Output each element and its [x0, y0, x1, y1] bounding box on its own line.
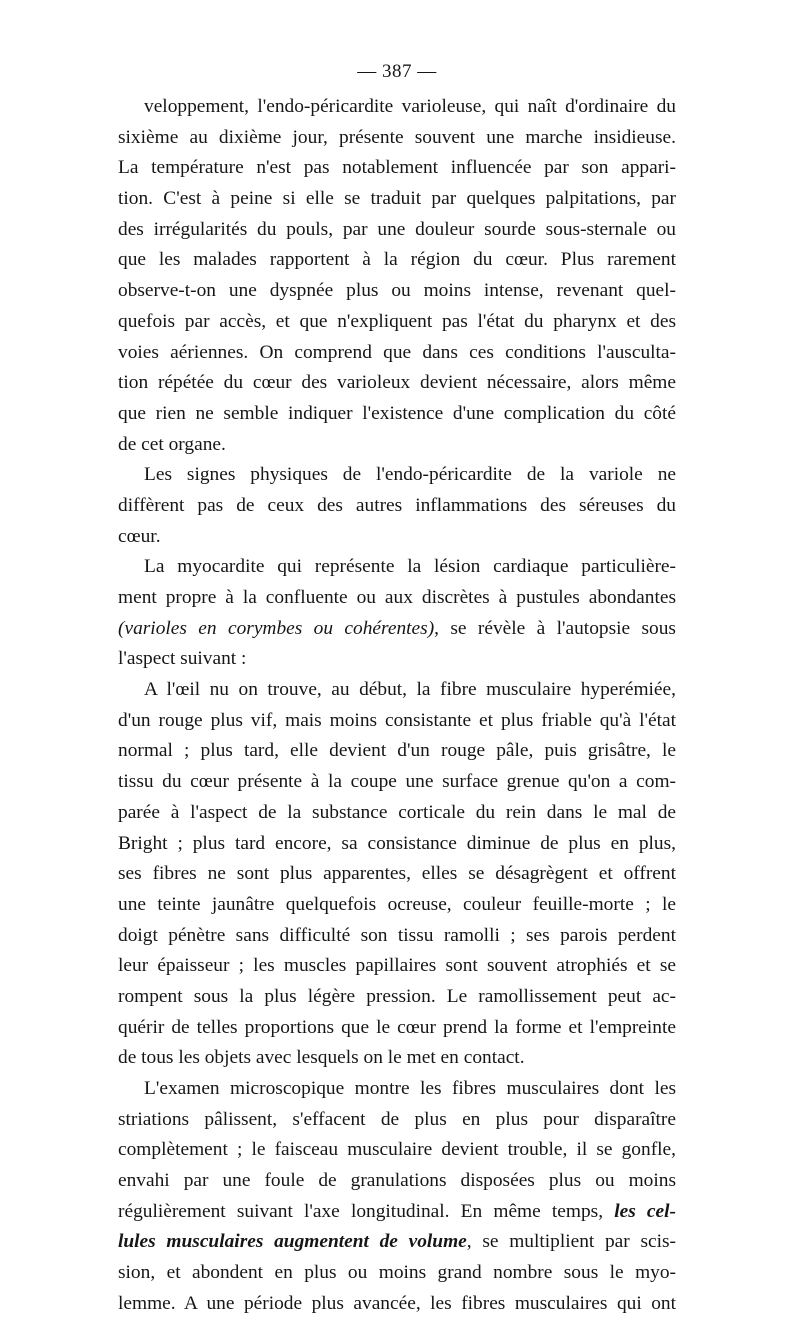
text-line: une teinte jaunâtre quelquefois ocreuse, couleur feuille-morte ; le [118, 893, 676, 915]
text-line: rompent sous la plus légère pression. Le ramollissement peut ac- [118, 985, 676, 1007]
text-line: observe-t-on une dyspnée plus ou moins intense, revenant quel- [118, 280, 676, 302]
text-line: voies aériennes. On comprend que dans ces conditions l'ausculta- [118, 341, 676, 363]
text-line: tion. C'est à peine si elle se traduit par quelques palpitations, par [118, 188, 676, 210]
text-line: quefois par accès, et que n'expliquent pas l'état du pharynx et des [118, 310, 676, 332]
text-line: La température n'est pas notablement influencée par son appari- [118, 157, 676, 179]
text-line: striations pâlissent, s'effacent de plus en plus pour disparaître [118, 1108, 676, 1130]
text-body [118, 92, 676, 1320]
line-text: régulièrement suivant l'axe longitudinal. En même temps, [118, 1200, 615, 1222]
text-line: lemme. A une période plus avancée, les fibres musculaires qui ont [118, 1292, 676, 1314]
text-line: complètement ; le faisceau musculaire devient trouble, il se gonfle, [118, 1139, 676, 1161]
text-line: sixième au dixième jour, présente souvent une marche insidieuse. [118, 126, 676, 148]
text-line: d'un rouge plus vif, mais moins consistante et plus friable qu'à l'état [118, 709, 676, 731]
text-line: veloppement, l'endo-péricardite varioleuse, qui naît d'ordinaire du [144, 96, 676, 117]
text-line: parée à l'aspect de la substance corticale du rein dans le mal de [118, 801, 676, 823]
line-text: , se révèle à l'autopsie sous [434, 617, 676, 639]
text-line [118, 1197, 676, 1228]
text-line: normal ; plus tard, elle devient d'un rouge pâle, puis grisâtre, le [118, 740, 676, 762]
text-line: sion, et abondent en plus ou moins grand nombre sous le myo- [118, 1262, 676, 1284]
text-line: A l'œil nu on trouve, au début, la fibre musculaire hyperémiée, [144, 679, 676, 701]
text-line: quérir de telles proportions que le cœur prend la forme et l'empreinte [118, 1016, 676, 1038]
paragraph [118, 675, 676, 1074]
text-line: leur épaisseur ; les muscles papillaires sont souvent atrophiés et se [118, 955, 676, 977]
text-line: l'aspect suivant : [118, 648, 247, 670]
text-line: La myocardite qui représente la lésion cardiaque particulière- [144, 556, 676, 578]
text-line: que rien ne semble indiquer l'existence d'une complication du côté [118, 402, 676, 424]
text-line: de cet organe. [118, 433, 226, 455]
paragraph [118, 460, 676, 552]
text-line: cœur. [118, 525, 161, 547]
book-page [118, 52, 676, 1320]
text-line: des irrégularités du pouls, par une douleur sourde sous-sternale ou [118, 218, 676, 240]
text-line [118, 1227, 676, 1258]
italic-phrase: lules musculaires augmentent de volume [118, 1231, 467, 1253]
text-line: tissu du cœur présente à la coupe une surface grenue qu'on a com- [118, 771, 676, 793]
text-line: Bright ; plus tard encore, sa consistance diminue de plus en plus, [118, 832, 676, 854]
paragraph [118, 552, 676, 675]
italic-phrase: les cel- [614, 1200, 676, 1222]
paragraph [118, 1074, 676, 1320]
text-line: de tous les objets avec lesquels on le met en contact. [118, 1047, 525, 1069]
text-line [118, 614, 676, 645]
text-line: envahi par une foule de granulations disposées plus ou moins [118, 1170, 676, 1192]
text-line: diffèrent pas de ceux des autres inflammations des séreuses du [118, 494, 676, 516]
text-line: que les malades rapportent à la région du cœur. Plus rarement [118, 249, 676, 271]
text-line: ses fibres ne sont plus apparentes, elles se désagrègent et offrent [118, 863, 676, 885]
paragraph [118, 92, 676, 460]
page-number: — 387 — [357, 61, 437, 82]
text-line: ment propre à la confluente ou aux discrètes à pustules abondantes [118, 587, 676, 608]
text-line: tion répétée du cœur des varioleux devient nécessaire, alors même [118, 372, 676, 394]
italic-phrase: (varioles en corymbes ou cohérentes) [118, 617, 435, 639]
text-line: doigt pénètre sans difficulté son tissu ramolli ; ses parois perdent [118, 924, 676, 946]
text-line: L'examen microscopique montre les fibres musculaires dont les [144, 1078, 676, 1099]
line-text: , se multiplient par scis- [466, 1231, 676, 1253]
text-line: Les signes physiques de l'endo-péricardite de la variole ne [144, 464, 676, 486]
